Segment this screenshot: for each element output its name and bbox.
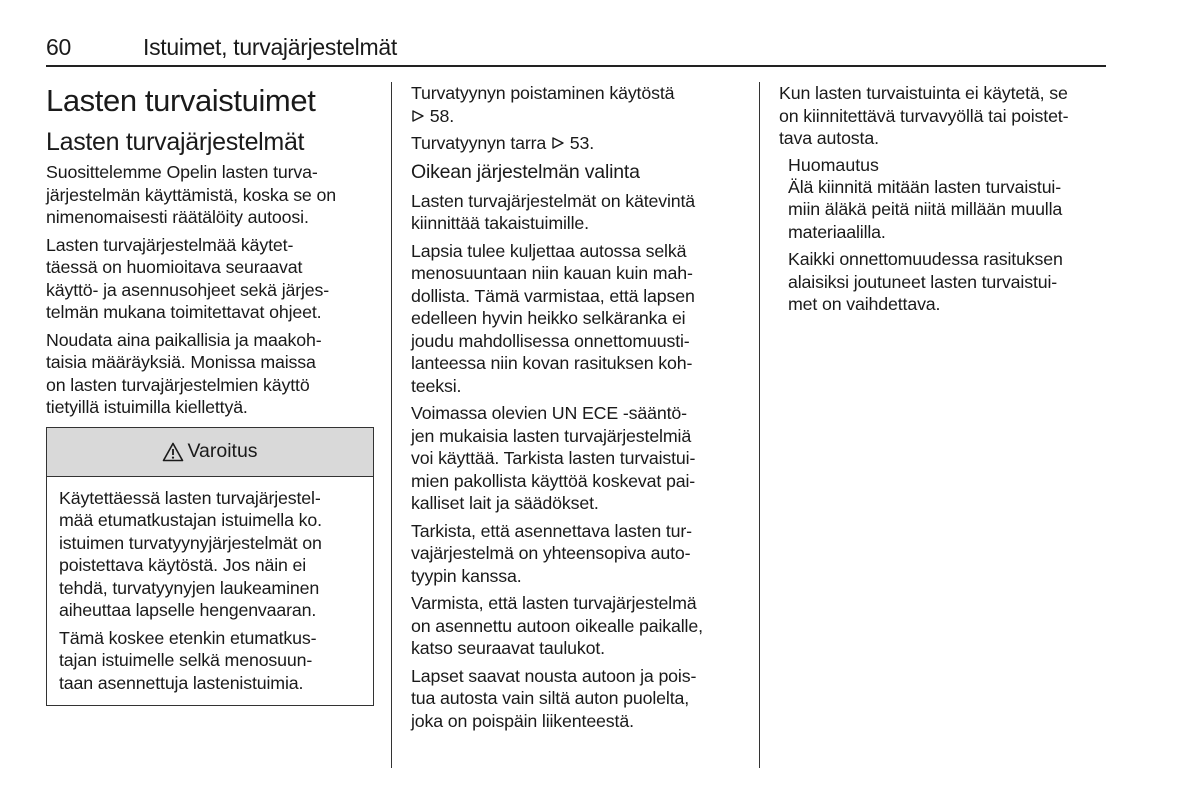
paragraph: Noudata aina paikallisia ja maakoh- taisia määräyksiä. Monissa maissa on lasten turvajärjestelmien käyttö tietyillä istuimilla kiellettyä. bbox=[46, 329, 322, 417]
section-heading: Lasten turvajärjestelmät bbox=[46, 128, 305, 156]
warning-body bbox=[47, 477, 373, 706]
reference-arrow-icon bbox=[411, 106, 425, 120]
paragraph: Lapsia tulee kuljettaa autossa selkä menosuuntaan niin kauan kuin mah- dollista. Tämä varmistaa, että lapsen edelleen hyvin heikko selkäranka ei joudu mahdollisessa onnettomuusti- lanteessa niin kovan rasituksen koh- teeksi. bbox=[411, 240, 695, 396]
warning-header bbox=[47, 428, 373, 477]
warning-paragraph: Tämä koskee etenkin etumatkus- tajan istuimelle selkä menosuun- taan asennettuja lastenistuimia. bbox=[59, 627, 317, 693]
paragraph: Lasten turvajärjestelmää käytet- täessä on huomioitava seuraavat käyttö- ja asennusohjeet sekä järjes- telmän mukana toimitettavat ohjeet. bbox=[46, 234, 330, 322]
paragraph: Voimassa olevien UN ECE -sääntö- jen mukaisia lasten turvajärjestelmiä voi käyttää. Tarkista lasten turvaistui- mien pakollista käyttöä koskevat pai- kalliset lait ja säädökset. bbox=[411, 403, 696, 513]
cross-reference-airbag-deactivation bbox=[411, 82, 747, 127]
column-middle bbox=[411, 82, 747, 737]
note-paragraph: Älä kiinnitä mitään lasten turvaistui- miin äläkä peitä niitä millään muulla materiaalilla. bbox=[788, 176, 1063, 242]
paragraph: Lapset saavat nousta autoon ja pois- tua autosta vain siltä auton puolelta, joka on poispäin liikenteestä. bbox=[411, 665, 697, 731]
note-paragraph: Kaikki onnettomuudessa rasituksen alaisiksi joutuneet lasten turvaistui- met on vaihdettava. bbox=[788, 249, 1063, 314]
chapter-heading: Lasten turvaistuimet bbox=[46, 83, 316, 118]
column-divider bbox=[391, 82, 392, 768]
warning-box bbox=[46, 427, 374, 707]
reference-page: 53. bbox=[569, 133, 595, 153]
paragraph: Lasten turvajärjestelmät on kätevintä kiinnittää takaistuimille. bbox=[411, 190, 696, 233]
note-body bbox=[788, 176, 1109, 316]
subsection-heading: Oikean järjestelmän valinta bbox=[411, 160, 640, 183]
reference-text: Turvatyynyn poistaminen käytöstä bbox=[411, 83, 675, 103]
reference-text: Turvatyynyn tarra bbox=[411, 133, 547, 153]
reference-page: 58. bbox=[429, 105, 455, 126]
warning-paragraph: Käytettäessä lasten turvajärjestel- mää etumatkustajan istuimella ko. istuimen turvatyynyjärjestelmät on poistettava käytöstä. Jos näin ei tehdä, turvatyynyjen laukeaminen aiheuttaa lapselle hengenvaaran. bbox=[59, 487, 322, 620]
cross-reference-airbag-label bbox=[411, 132, 747, 155]
warning-triangle-icon bbox=[162, 442, 184, 462]
page-header bbox=[46, 32, 1106, 66]
paragraph: Suosittelemme Opelin lasten turva- järjestelmän käyttämistä, koska se on nimenomaisesti räätälöity autoosi. bbox=[46, 162, 336, 227]
column-divider bbox=[759, 82, 760, 768]
column-left bbox=[46, 82, 376, 706]
header-rule bbox=[46, 65, 1106, 67]
paragraph: Kun lasten turvaistuinta ei käytetä, se on kiinnitettävä turvavyöllä tai poistet- tava autosta. bbox=[779, 83, 1069, 148]
note-label: Huomautus bbox=[788, 154, 879, 175]
paragraph: Tarkista, että asennettava lasten tur- vajärjestelmä on yhteensopiva auto- tyypin kanssa. bbox=[411, 520, 692, 586]
reference-arrow-icon bbox=[551, 133, 565, 147]
column-right bbox=[779, 82, 1109, 321]
page-number: 60 bbox=[46, 34, 71, 60]
section-title: Istuimet, turvajärjestelmät bbox=[143, 34, 397, 60]
paragraph: Varmista, että lasten turvajärjestelmä on asennettu autoon oikealle paikalle, katso seuraavat taulukot. bbox=[411, 593, 703, 658]
warning-title: Varoitus bbox=[187, 440, 258, 462]
